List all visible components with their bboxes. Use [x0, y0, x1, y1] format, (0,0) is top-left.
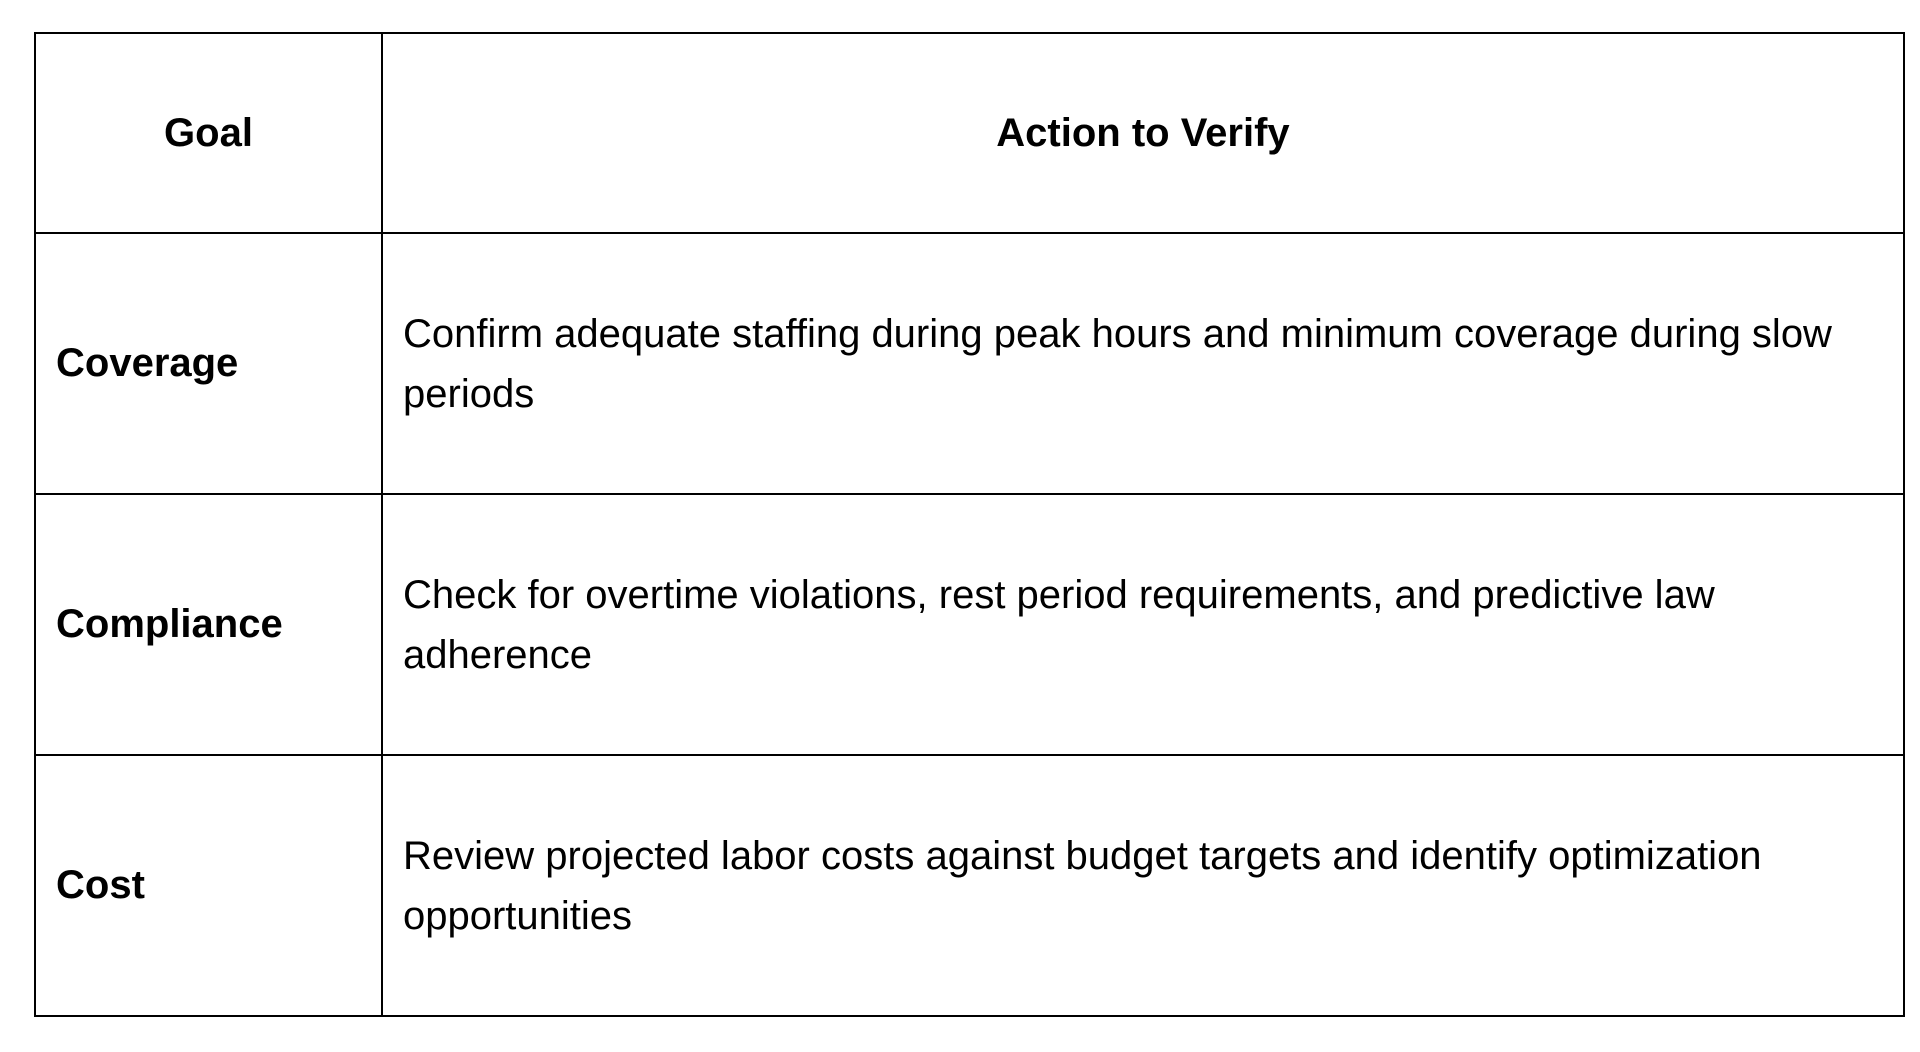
header-action-to-verify: Action to Verify	[382, 33, 1904, 233]
table-row	[35, 755, 1904, 1016]
goal-cell-cost: Cost	[35, 755, 382, 1016]
header-goal: Goal	[35, 33, 382, 233]
goal-cell-coverage: Coverage	[35, 233, 382, 494]
action-cell-compliance: Check for overtime violations, rest period requirements, and predictive law adherence	[382, 494, 1904, 755]
goal-cell-compliance: Compliance	[35, 494, 382, 755]
table-header-row	[35, 33, 1904, 233]
table-row	[35, 494, 1904, 755]
action-cell-coverage: Confirm adequate staffing during peak hours and minimum coverage during slow periods	[382, 233, 1904, 494]
table-row	[35, 233, 1904, 494]
goals-table	[34, 32, 1905, 1017]
action-cell-cost: Review projected labor costs against budget targets and identify optimization opportunities	[382, 755, 1904, 1016]
